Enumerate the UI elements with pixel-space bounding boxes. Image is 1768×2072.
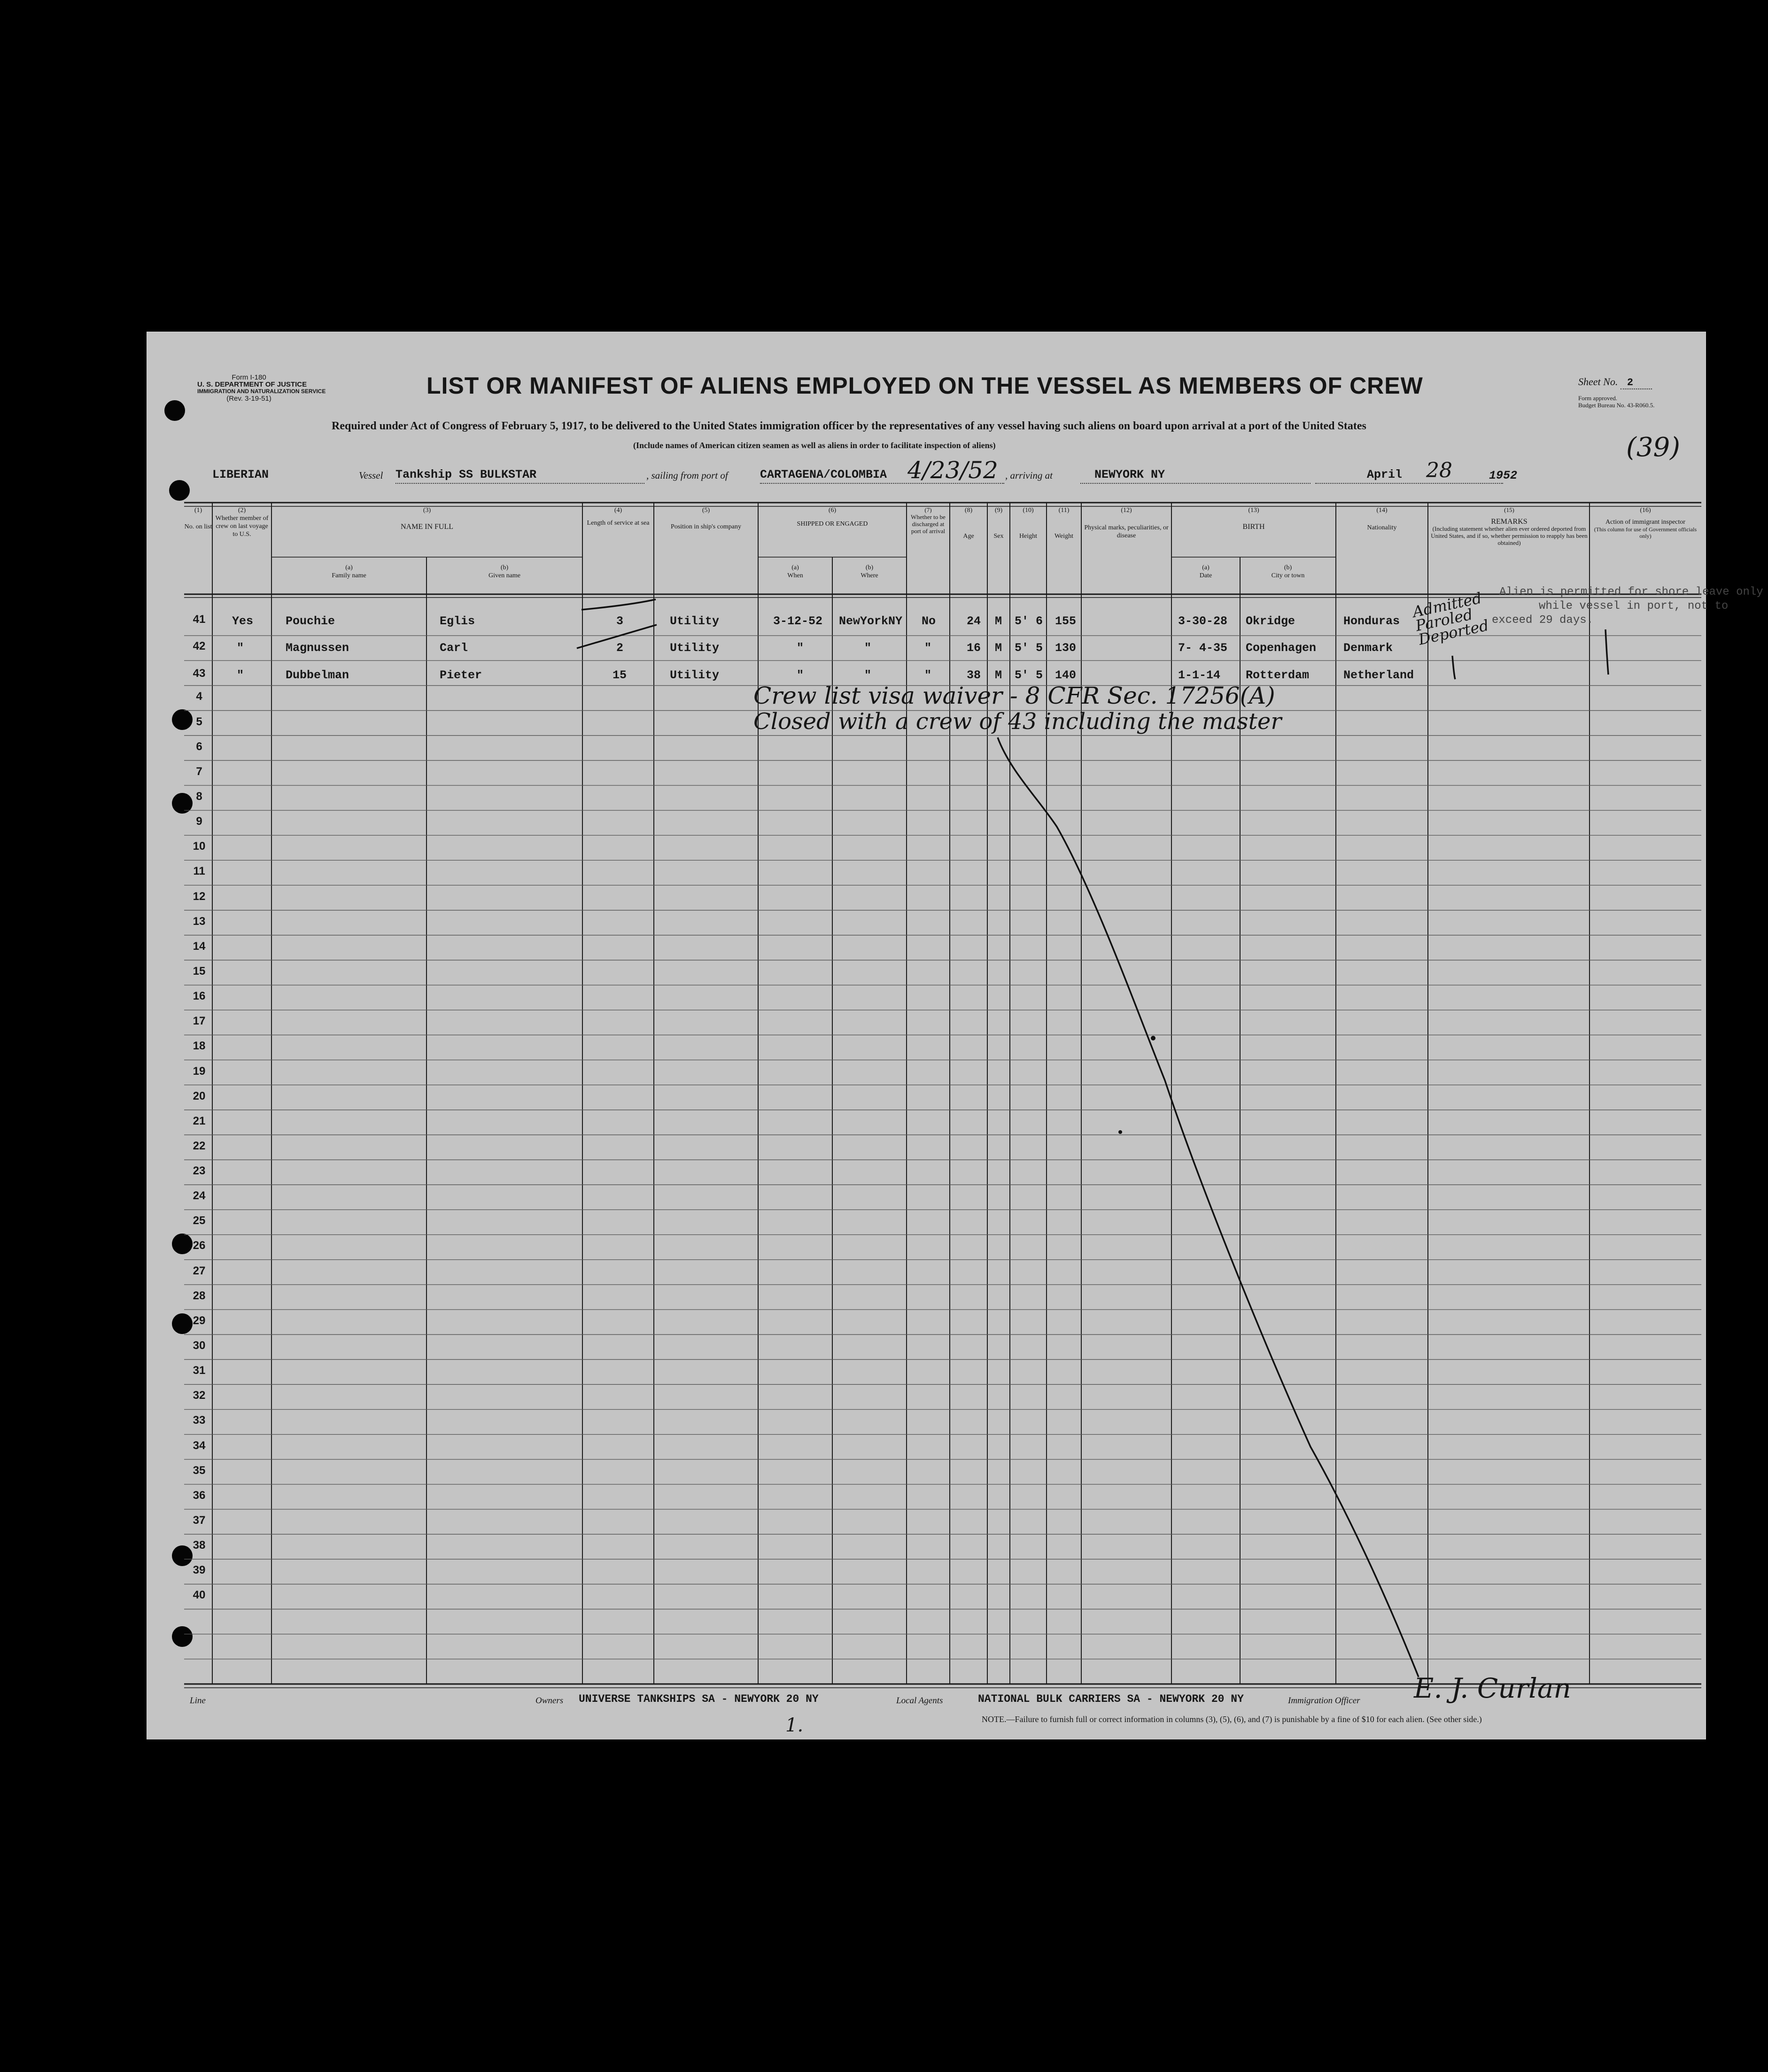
col2-label: Whether member of crew on last voyage to U.S. bbox=[215, 515, 269, 538]
col15-label: REMARKS bbox=[1491, 518, 1528, 526]
page-mark: (39) bbox=[1626, 432, 1680, 463]
approval-line-1: Form approved. bbox=[1578, 395, 1618, 402]
row-number: 36 bbox=[193, 1489, 206, 1502]
shipped-where: " bbox=[864, 641, 872, 655]
col15-sub: (Including statement whether alien ever ordered deported from United States, and if so, whether permission to reapply has been obtained) bbox=[1431, 525, 1588, 546]
row-number: 30 bbox=[193, 1339, 206, 1352]
col9-num: (9) bbox=[994, 507, 1003, 514]
col1-label: No. on list bbox=[184, 523, 212, 530]
position: Utility bbox=[670, 614, 720, 628]
col16-header bbox=[1591, 506, 1699, 539]
col13a-num: (a) bbox=[1202, 564, 1210, 571]
remarks-handwritten: Admitted Paroled Deported bbox=[1411, 589, 1490, 649]
nationality: Netherland bbox=[1343, 668, 1414, 682]
annotation-line-1: Crew list visa waiver - 8 CFR Sec. 17256(A) bbox=[753, 682, 1275, 709]
col9-label: Sex bbox=[993, 533, 1004, 540]
prev-voyage: " bbox=[237, 668, 244, 682]
col6a-label: When bbox=[787, 572, 803, 579]
service-length: 3 bbox=[616, 614, 624, 628]
vessel-label: Vessel bbox=[359, 470, 383, 481]
row-lines bbox=[184, 636, 1701, 1659]
col3-header bbox=[272, 506, 582, 531]
shipped-when: 3-12-52 bbox=[773, 614, 823, 628]
weight: 140 bbox=[1055, 668, 1077, 682]
form-subtitle-2: (Include names of American citizen seamen as well as aliens in order to facilitate inspection of aliens) bbox=[633, 441, 996, 450]
birth-city: Rotterdam bbox=[1246, 668, 1310, 682]
col12-header bbox=[1082, 506, 1171, 540]
row-number: 14 bbox=[193, 939, 206, 953]
row-number: 20 bbox=[193, 1089, 206, 1102]
remarks-line-1: Alien is permitted for shore leave only bbox=[1499, 586, 1763, 598]
col14-num: (14) bbox=[1376, 507, 1388, 514]
col6-header bbox=[759, 506, 906, 528]
row-number: 26 bbox=[193, 1239, 206, 1252]
service-length: 2 bbox=[616, 641, 624, 655]
col5-num: (5) bbox=[702, 507, 710, 514]
position: Utility bbox=[670, 668, 720, 682]
height: 5' 6 bbox=[1015, 614, 1043, 628]
col1-num: (1) bbox=[194, 507, 202, 514]
sheet-label: Sheet No. bbox=[1578, 376, 1618, 388]
sex: M bbox=[995, 641, 1002, 655]
row-number: 22 bbox=[193, 1139, 206, 1152]
col6b-label: Where bbox=[861, 572, 878, 579]
age: 38 bbox=[967, 668, 981, 682]
given-name: Pieter bbox=[440, 668, 482, 682]
shipped-when: " bbox=[797, 641, 804, 655]
col6b-header bbox=[833, 564, 906, 580]
departure-port: CARTAGENA/COLOMBIA bbox=[760, 468, 887, 481]
revision: (Rev. 3-19-51) bbox=[226, 395, 271, 403]
row-number: 27 bbox=[193, 1264, 206, 1277]
col3b-num: (b) bbox=[500, 564, 509, 571]
annotation-line-2: Closed with a crew of 43 including the master bbox=[753, 708, 1282, 735]
col2-num: (2) bbox=[238, 507, 246, 514]
col1-header bbox=[184, 506, 212, 531]
col11-num: (11) bbox=[1058, 507, 1070, 514]
row-number: 15 bbox=[193, 964, 206, 978]
row-number: 23 bbox=[193, 1164, 206, 1178]
col6a-header bbox=[759, 564, 831, 580]
row-number: 5 bbox=[196, 715, 202, 728]
pencil-dot bbox=[1118, 1130, 1122, 1134]
col5-label: Position in ship's company bbox=[671, 523, 741, 530]
col8-num: (8) bbox=[964, 507, 973, 514]
row-number: 35 bbox=[193, 1464, 206, 1477]
row-number: 40 bbox=[193, 1589, 206, 1602]
col7-num: (7) bbox=[924, 506, 932, 513]
row-number: 31 bbox=[193, 1364, 206, 1377]
weight: 155 bbox=[1055, 614, 1077, 628]
service-length: 15 bbox=[613, 668, 627, 682]
col13b-label: City or town bbox=[1271, 572, 1305, 579]
col6-label: SHIPPED OR ENGAGED bbox=[797, 520, 868, 528]
row-number: 19 bbox=[193, 1064, 206, 1078]
row-number: 9 bbox=[196, 815, 202, 828]
col8-label: Age bbox=[963, 533, 974, 540]
arrival-year: 1952 bbox=[1489, 469, 1518, 482]
col10-label: Height bbox=[1019, 533, 1038, 540]
row-number: 6 bbox=[196, 740, 202, 753]
birth-city: Okridge bbox=[1246, 614, 1295, 628]
nationality: Honduras bbox=[1343, 614, 1400, 628]
col13b-num: (b) bbox=[1284, 564, 1292, 571]
annotation-strokes bbox=[577, 599, 1608, 1677]
col13a-header bbox=[1172, 564, 1239, 580]
col12-label: Physical marks, peculiarities, or disease bbox=[1084, 524, 1169, 539]
col3b-label: Given name bbox=[488, 572, 521, 579]
row-number: 43 bbox=[193, 667, 206, 680]
col3-label: NAME IN FULL bbox=[401, 523, 453, 531]
row-number: 21 bbox=[193, 1114, 206, 1127]
prev-voyage: Yes bbox=[232, 614, 254, 628]
col6-num: (6) bbox=[828, 507, 837, 514]
birth-date: 7- 4-35 bbox=[1178, 641, 1228, 655]
col8-header bbox=[951, 506, 986, 540]
arrival-port: NEWYORK NY bbox=[1094, 468, 1165, 481]
col4-label: Length of service at sea bbox=[587, 520, 650, 527]
given-name: Eglis bbox=[440, 614, 475, 628]
shipped-where: " bbox=[864, 668, 872, 682]
col6b-num: (b) bbox=[865, 564, 874, 571]
remarks-typed bbox=[1492, 585, 1763, 628]
weight: 130 bbox=[1055, 641, 1077, 655]
height: 5' 5 bbox=[1015, 641, 1043, 655]
officer-signature: E. J. Curlan bbox=[1414, 1672, 1571, 1704]
col4-header bbox=[583, 506, 653, 527]
departure-date: 4/23/52 bbox=[907, 457, 998, 484]
col14-header bbox=[1337, 506, 1427, 532]
family-name: Dubbelman bbox=[286, 668, 349, 682]
col14-label: Nationality bbox=[1367, 524, 1397, 531]
row-number: 7 bbox=[196, 765, 202, 778]
pencil-dot bbox=[1151, 1036, 1155, 1040]
row-number: 16 bbox=[193, 990, 206, 1003]
row-number: 32 bbox=[193, 1389, 206, 1402]
row-number: 28 bbox=[193, 1289, 206, 1302]
arriving-label: , arriving at bbox=[1005, 470, 1053, 481]
col4-num: (4) bbox=[614, 507, 622, 514]
discharge: " bbox=[924, 641, 932, 655]
col15-header bbox=[1431, 506, 1588, 546]
col9-header bbox=[988, 506, 1009, 540]
col13b-header bbox=[1241, 564, 1335, 580]
col3a-label: Family name bbox=[332, 572, 366, 579]
col15-num: (15) bbox=[1504, 506, 1514, 513]
arrival-month: April bbox=[1367, 468, 1403, 481]
remarks-line-2: while vessel in port, not to bbox=[1539, 600, 1729, 613]
discharge: " bbox=[924, 668, 932, 682]
col3a-header bbox=[272, 564, 426, 580]
remarks-line-3: exceed 29 days. bbox=[1492, 614, 1594, 627]
department: U. S. DEPARTMENT OF JUSTICE bbox=[197, 380, 307, 388]
col3-num: (3) bbox=[423, 507, 431, 514]
vessel-name: Tankship SS BULKSTAR bbox=[395, 468, 537, 481]
col11-label: Weight bbox=[1054, 533, 1074, 540]
row-number: 39 bbox=[193, 1564, 206, 1577]
agents-value: NATIONAL BULK CARRIERS SA - NEWYORK 20 NY bbox=[978, 1693, 1244, 1705]
row-number: 4 bbox=[196, 690, 202, 703]
page-mark-bottom: 1. bbox=[785, 1715, 804, 1736]
shipped-when: " bbox=[797, 668, 804, 682]
form-number: Form I-180 bbox=[232, 373, 266, 381]
row-number: 11 bbox=[193, 865, 205, 878]
col12-num: (12) bbox=[1121, 507, 1132, 514]
nationality: Denmark bbox=[1343, 641, 1393, 655]
col13-header bbox=[1172, 506, 1335, 531]
birth-date: 3-30-28 bbox=[1178, 614, 1228, 628]
form-title: LIST OR MANIFEST OF ALIENS EMPLOYED ON THE VESSEL AS MEMBERS OF CREW bbox=[426, 372, 1423, 399]
col7-label: Whether to be discharged at port of arrival bbox=[911, 513, 946, 535]
row-number: 34 bbox=[193, 1439, 206, 1452]
sex: M bbox=[995, 614, 1002, 628]
row-number: 24 bbox=[193, 1189, 206, 1203]
birth-date: 1-1-14 bbox=[1178, 668, 1221, 682]
col16-label: Action of immigrant inspector bbox=[1605, 519, 1685, 526]
col3a-num: (a) bbox=[345, 564, 353, 571]
sex: M bbox=[995, 668, 1002, 682]
birth-city: Copenhagen bbox=[1246, 641, 1317, 655]
height: 5' 5 bbox=[1015, 668, 1043, 682]
prev-voyage: " bbox=[237, 641, 244, 655]
position: Utility bbox=[670, 641, 720, 655]
col16-sub: (This column for use of Government officials only) bbox=[1594, 526, 1697, 539]
col7-header bbox=[907, 506, 949, 535]
col2-header bbox=[213, 506, 271, 538]
col10-num: (10) bbox=[1023, 507, 1034, 514]
given-name: Carl bbox=[440, 641, 468, 655]
col10-header bbox=[1011, 506, 1046, 540]
col6a-num: (a) bbox=[791, 564, 799, 571]
row-number: 29 bbox=[193, 1314, 206, 1327]
row-number: 25 bbox=[193, 1214, 206, 1227]
family-name: Magnussen bbox=[286, 641, 349, 655]
owners-label: Owners bbox=[535, 1696, 564, 1706]
col11-header bbox=[1047, 506, 1080, 540]
vessel-flag: LIBERIAN bbox=[212, 468, 269, 481]
age: 24 bbox=[967, 614, 981, 628]
discharge: No bbox=[922, 614, 936, 628]
sailing-label: , sailing from port of bbox=[646, 470, 728, 481]
row-number: 13 bbox=[193, 915, 206, 928]
owners-value: UNIVERSE TANKSHIPS SA - NEWYORK 20 NY bbox=[579, 1693, 819, 1705]
agents-label: Local Agents bbox=[896, 1696, 943, 1706]
row-number: 41 bbox=[193, 613, 206, 626]
row-number: 17 bbox=[193, 1015, 206, 1028]
family-name: Pouchie bbox=[286, 614, 335, 628]
col13-num: (13) bbox=[1248, 507, 1259, 514]
age: 16 bbox=[967, 641, 981, 655]
col3b-header bbox=[427, 564, 582, 580]
service: IMMIGRATION AND NATURALIZATION SERVICE bbox=[197, 388, 326, 395]
sheet-value: 2 bbox=[1621, 377, 1652, 389]
officer-label: Immigration Officer bbox=[1288, 1696, 1360, 1706]
approval-line-2: Budget Bureau No. 43-R060.5. bbox=[1578, 402, 1655, 409]
row-number: 12 bbox=[193, 890, 206, 903]
col13-label: BIRTH bbox=[1242, 523, 1265, 531]
row-number: 38 bbox=[193, 1539, 206, 1552]
row-number: 33 bbox=[193, 1414, 206, 1427]
line-label: Line bbox=[190, 1696, 206, 1706]
col16-num: (16) bbox=[1640, 507, 1651, 514]
row-number: 8 bbox=[196, 790, 202, 803]
footer-note: NOTE.—Failure to furnish full or correct information in columns (3), (5), (6), and (7) is punishable by a fine of $10 for each alien. (See other side.) bbox=[982, 1715, 1482, 1724]
row-number: 37 bbox=[193, 1514, 206, 1527]
row-number: 42 bbox=[193, 640, 206, 652]
col5-header bbox=[655, 506, 757, 531]
col13a-label: Date bbox=[1199, 572, 1212, 579]
shipped-where: NewYorkNY bbox=[839, 614, 903, 628]
row-number: 18 bbox=[193, 1040, 206, 1053]
arrival-day: 28 bbox=[1426, 458, 1452, 482]
form-subtitle: Required under Act of Congress of February 5, 1917, to be delivered to the United States immigration officer by the representatives of any vessel having such aliens on board upon arrival at a port of the United States bbox=[332, 420, 1366, 432]
row-number: 10 bbox=[193, 840, 206, 853]
